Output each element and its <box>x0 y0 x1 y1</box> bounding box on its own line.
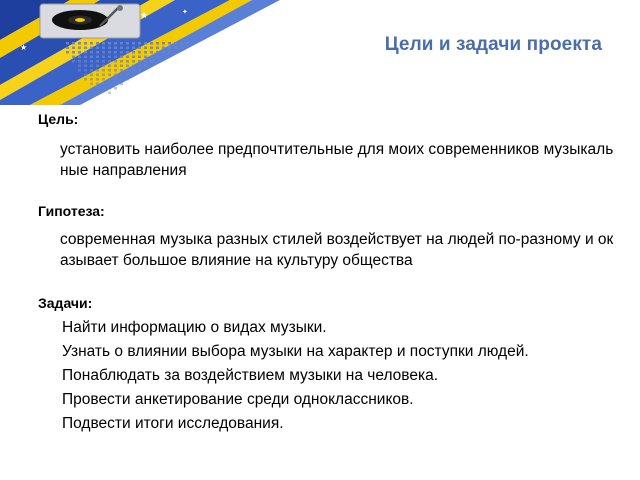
tasks-label: Задачи: <box>38 295 93 311</box>
task-item: Подвести итоги исследования. <box>62 415 284 432</box>
goal-section <box>38 110 618 181</box>
goal-label: Цель: <box>38 111 79 127</box>
task-item: Провести анкетирование среди одноклассников. <box>62 391 414 408</box>
svg-text:★: ★ <box>140 11 149 21</box>
task-item: Понаблюдать за воздействием музыки на человека. <box>62 367 439 384</box>
task-item: Найти информацию о видах музыки. <box>62 319 327 336</box>
svg-text:✦: ✦ <box>182 8 188 16</box>
svg-text:★: ★ <box>20 43 28 52</box>
hypothesis-label: Гипотеза: <box>38 203 105 219</box>
hypothesis-text: современная музыка разных стилей воздействует на людей по-разному и оказывает большое влияние на культуру общества <box>60 231 614 269</box>
tasks-list <box>38 316 618 436</box>
hypothesis-section <box>38 202 618 271</box>
slide-title: Цели и задачи проекта <box>384 34 602 55</box>
tasks-section <box>38 294 618 436</box>
turntable-icon <box>40 4 140 38</box>
task-item: Узнать о влиянии выбора музыки на характер и поступки людей. <box>62 343 529 360</box>
goal-text: установить наиболее предпочтительные для моих современников музыкальные направления <box>60 141 614 179</box>
